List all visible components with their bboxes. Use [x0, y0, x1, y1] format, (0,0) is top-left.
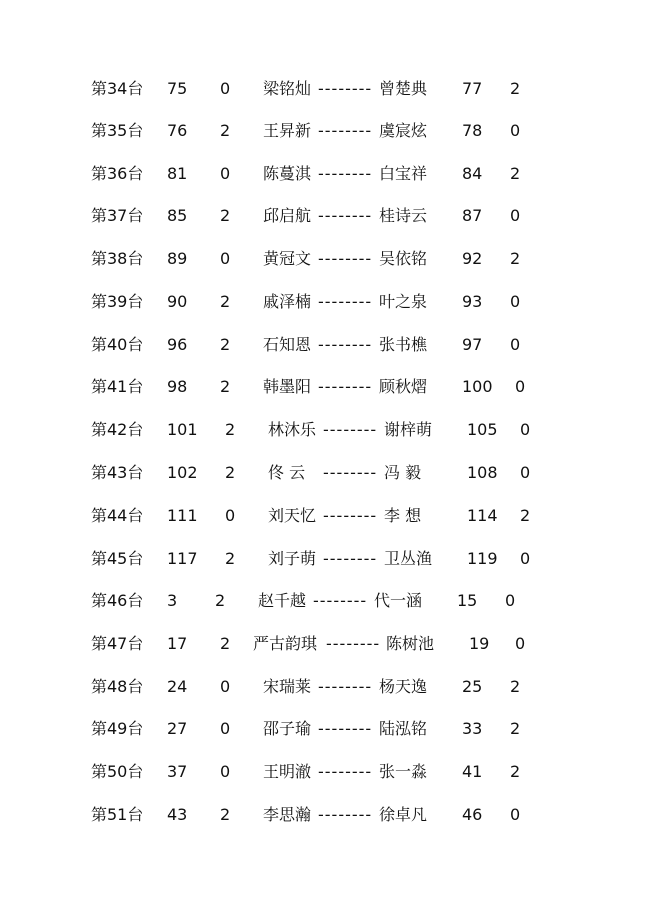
player2-name: 卫丛渔 [384, 549, 433, 568]
player1-score: 0 [220, 677, 231, 696]
player1-score: 0 [220, 164, 231, 183]
player1-score: 2 [220, 634, 231, 653]
table-number: 第50台 [91, 762, 144, 781]
player2-name: 陈树池 [386, 634, 435, 653]
player1-name: 王明澈 [263, 762, 312, 781]
player1-score: 2 [220, 805, 231, 824]
player2-name: 吴依铭 [379, 249, 428, 268]
player2-number: 114 [467, 506, 498, 525]
separator: -------- [318, 762, 373, 781]
result-row [0, 417, 650, 443]
table-number: 第34台 [91, 79, 144, 98]
player1-name: 韩墨阳 [263, 377, 312, 396]
result-row [0, 631, 650, 657]
player2-number: 33 [462, 719, 483, 738]
result-row [0, 546, 650, 572]
separator: -------- [318, 164, 373, 183]
player2-number: 97 [462, 335, 483, 354]
player1-number: 81 [167, 164, 188, 183]
player2-score: 0 [520, 549, 531, 568]
separator: -------- [318, 206, 373, 225]
player1-score: 2 [225, 463, 236, 482]
separator: -------- [323, 506, 378, 525]
player2-number: 119 [467, 549, 498, 568]
player2-number: 77 [462, 79, 483, 98]
player1-number: 3 [167, 591, 178, 610]
player1-score: 2 [220, 206, 231, 225]
result-row [0, 674, 650, 700]
player1-number: 85 [167, 206, 188, 225]
player1-name: 邵子瑜 [263, 719, 312, 738]
table-number: 第41台 [91, 377, 144, 396]
player2-score: 0 [515, 377, 526, 396]
player2-score: 2 [510, 249, 521, 268]
result-row [0, 203, 650, 229]
separator: -------- [318, 292, 373, 311]
table-number: 第49台 [91, 719, 144, 738]
player1-number: 89 [167, 249, 188, 268]
player2-name: 张书樵 [379, 335, 428, 354]
result-row [0, 332, 650, 358]
player1-number: 101 [167, 420, 198, 439]
separator: -------- [318, 805, 373, 824]
separator: -------- [318, 719, 373, 738]
player1-name: 严古韵琪 [253, 634, 318, 653]
table-number: 第46台 [91, 591, 144, 610]
player2-score: 0 [505, 591, 516, 610]
player1-name: 王昇新 [263, 121, 312, 140]
player2-name: 虞宸炫 [379, 121, 428, 140]
player1-name: 佟 云 [268, 463, 306, 482]
player2-name: 代一涵 [374, 591, 423, 610]
player2-name: 徐卓凡 [379, 805, 428, 824]
table-number: 第42台 [91, 420, 144, 439]
player2-number: 19 [469, 634, 490, 653]
player2-score: 2 [510, 79, 521, 98]
player1-number: 17 [167, 634, 188, 653]
separator: -------- [323, 420, 378, 439]
player2-name: 叶之泉 [379, 292, 428, 311]
separator: -------- [318, 335, 373, 354]
player1-score: 0 [220, 249, 231, 268]
table-number: 第38台 [91, 249, 144, 268]
player1-name: 李思瀚 [263, 805, 312, 824]
result-row [0, 161, 650, 187]
separator: -------- [318, 249, 373, 268]
player2-name: 陆泓铭 [379, 719, 428, 738]
player1-score: 0 [220, 762, 231, 781]
table-number: 第35台 [91, 121, 144, 140]
table-number: 第43台 [91, 463, 144, 482]
player1-number: 24 [167, 677, 188, 696]
player2-score: 0 [510, 335, 521, 354]
result-row [0, 759, 650, 785]
player1-number: 98 [167, 377, 188, 396]
player1-number: 43 [167, 805, 188, 824]
player1-score: 0 [225, 506, 236, 525]
player2-number: 108 [467, 463, 498, 482]
player2-score: 2 [520, 506, 531, 525]
player1-name: 林沐乐 [268, 420, 317, 439]
player1-name: 戚泽楠 [263, 292, 312, 311]
result-row [0, 76, 650, 102]
player2-name: 谢梓萌 [384, 420, 433, 439]
player1-number: 76 [167, 121, 188, 140]
player2-number: 15 [457, 591, 478, 610]
player2-number: 93 [462, 292, 483, 311]
player1-name: 宋瑞莱 [263, 677, 312, 696]
result-row [0, 588, 650, 614]
player2-name: 桂诗云 [379, 206, 428, 225]
result-row [0, 460, 650, 486]
separator: -------- [318, 677, 373, 696]
player2-number: 100 [462, 377, 493, 396]
player2-name: 顾秋熠 [379, 377, 428, 396]
player1-number: 27 [167, 719, 188, 738]
player1-score: 2 [225, 549, 236, 568]
player2-score: 0 [510, 292, 521, 311]
table-number: 第51台 [91, 805, 144, 824]
table-number: 第47台 [91, 634, 144, 653]
result-row [0, 503, 650, 529]
table-number: 第39台 [91, 292, 144, 311]
player1-name: 黄冠文 [263, 249, 312, 268]
table-number: 第40台 [91, 335, 144, 354]
separator: -------- [313, 591, 368, 610]
separator: -------- [323, 549, 378, 568]
player1-score: 0 [220, 719, 231, 738]
separator: -------- [318, 79, 373, 98]
player1-number: 75 [167, 79, 188, 98]
player2-name: 张一淼 [379, 762, 428, 781]
result-row [0, 374, 650, 400]
player2-score: 0 [520, 463, 531, 482]
player1-score: 0 [220, 79, 231, 98]
player2-score: 2 [510, 719, 521, 738]
player1-number: 111 [167, 506, 198, 525]
player1-score: 2 [220, 377, 231, 396]
separator: -------- [318, 377, 373, 396]
player2-name: 李 想 [384, 506, 422, 525]
result-row [0, 802, 650, 828]
player1-score: 2 [215, 591, 226, 610]
player2-number: 105 [467, 420, 498, 439]
player1-number: 117 [167, 549, 198, 568]
player1-name: 赵千越 [258, 591, 307, 610]
player1-score: 2 [220, 335, 231, 354]
table-number: 第44台 [91, 506, 144, 525]
player2-score: 0 [520, 420, 531, 439]
player2-number: 25 [462, 677, 483, 696]
result-row [0, 118, 650, 144]
player2-score: 0 [515, 634, 526, 653]
player2-name: 杨天逸 [379, 677, 428, 696]
table-number: 第37台 [91, 206, 144, 225]
player2-name: 白宝祥 [379, 164, 428, 183]
player2-number: 46 [462, 805, 483, 824]
result-row [0, 716, 650, 742]
table-number: 第36台 [91, 164, 144, 183]
player1-score: 2 [220, 121, 231, 140]
player2-score: 2 [510, 762, 521, 781]
player1-number: 37 [167, 762, 188, 781]
player2-score: 0 [510, 206, 521, 225]
player1-name: 陈蔓淇 [263, 164, 312, 183]
player1-name: 梁铭灿 [263, 79, 312, 98]
player1-name: 邱启航 [263, 206, 312, 225]
player2-name: 冯 毅 [384, 463, 422, 482]
separator: -------- [326, 634, 381, 653]
player1-score: 2 [225, 420, 236, 439]
player2-number: 87 [462, 206, 483, 225]
player1-name: 刘天忆 [268, 506, 317, 525]
player2-name: 曾楚典 [379, 79, 428, 98]
player2-number: 78 [462, 121, 483, 140]
player2-score: 0 [510, 121, 521, 140]
player2-score: 0 [510, 805, 521, 824]
player1-name: 石知恩 [263, 335, 312, 354]
player2-score: 2 [510, 164, 521, 183]
separator: -------- [318, 121, 373, 140]
result-row [0, 246, 650, 272]
player2-number: 84 [462, 164, 483, 183]
player1-name: 刘子萌 [268, 549, 317, 568]
result-row [0, 289, 650, 315]
separator: -------- [323, 463, 378, 482]
table-number: 第48台 [91, 677, 144, 696]
player2-number: 41 [462, 762, 483, 781]
player2-number: 92 [462, 249, 483, 268]
player1-score: 2 [220, 292, 231, 311]
player1-number: 90 [167, 292, 188, 311]
player2-score: 2 [510, 677, 521, 696]
table-number: 第45台 [91, 549, 144, 568]
player1-number: 102 [167, 463, 198, 482]
player1-number: 96 [167, 335, 188, 354]
